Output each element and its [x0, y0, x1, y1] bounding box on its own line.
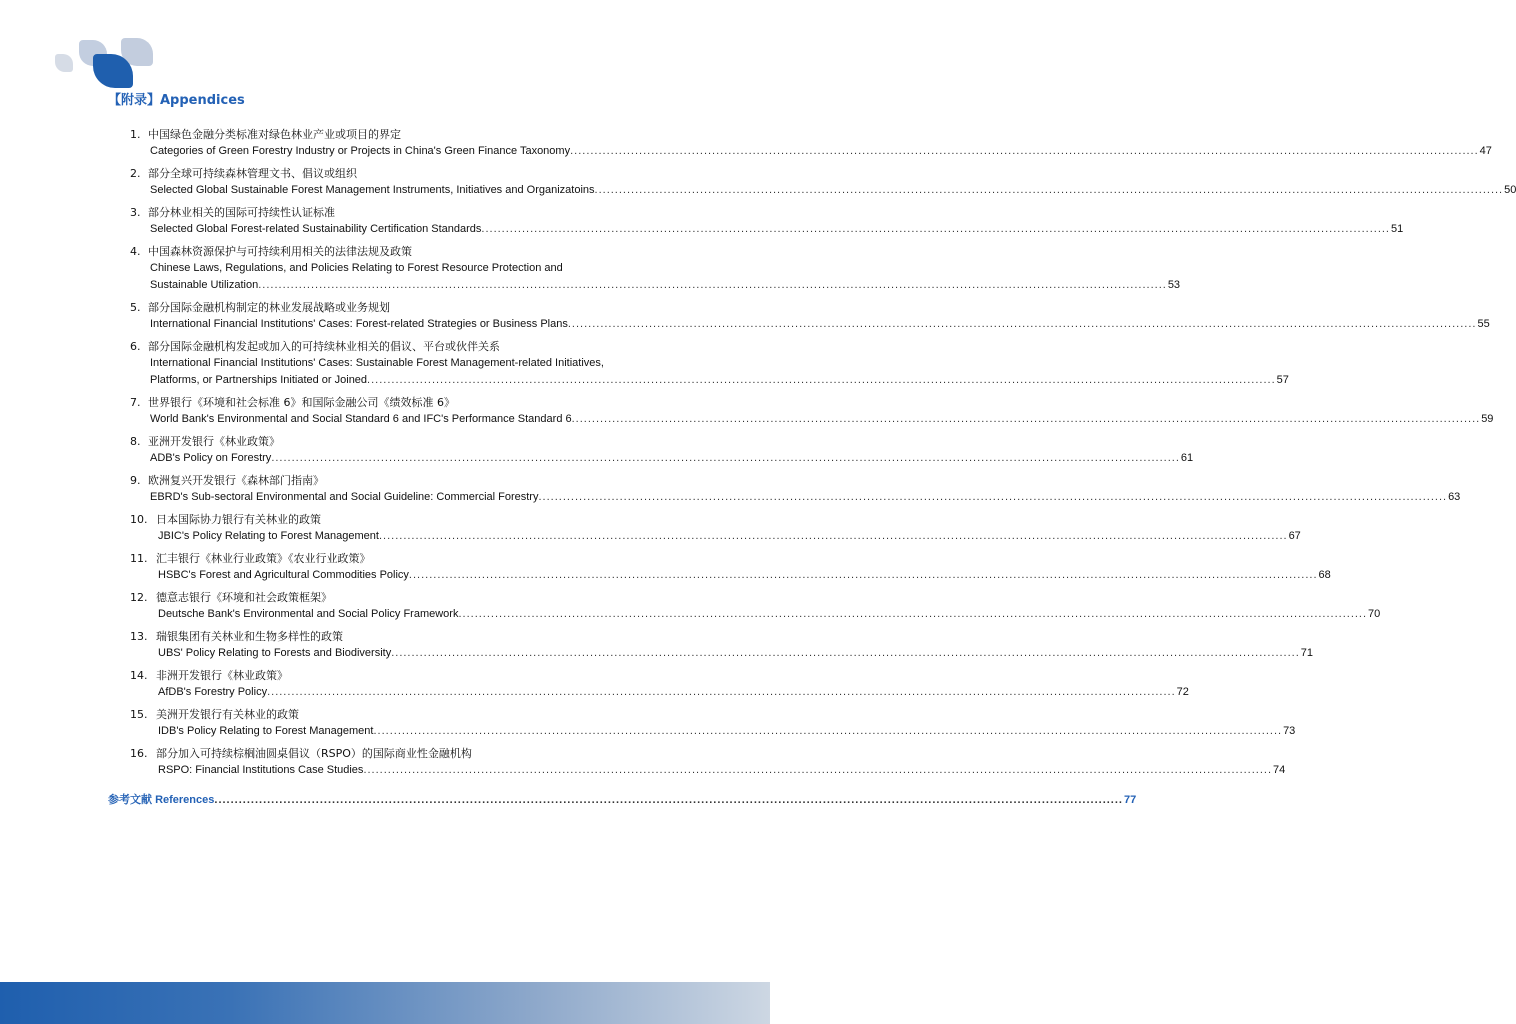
dot-leader: [363, 762, 1272, 779]
dot-leader: [258, 277, 1167, 294]
page-number: 71: [1300, 647, 1314, 659]
toc-entry-title-en: Selected Global Sustainable Forest Management Instruments, Initiatives and Organizatoins: [150, 184, 595, 196]
toc-entry-title-cn: [130, 299, 660, 316]
toc-entry-references[interactable]: [108, 791, 1137, 809]
toc-entry-number: 7.: [130, 396, 141, 409]
toc-entry-title-en: International Financial Institutions' Cases: Forest-related Strategies or Business Plans: [150, 318, 568, 330]
toc-entry[interactable]: [130, 667, 1189, 701]
toc-entry-title-cn: [130, 472, 660, 489]
toc-entry-title-en: Sustainable Utilization: [150, 279, 259, 291]
toc-entry-number: 3.: [130, 206, 141, 219]
toc-entry-number: 11.: [130, 552, 148, 565]
toc-entry-number: 9.: [130, 474, 141, 487]
dot-leader: [373, 723, 1282, 740]
dot-leader: [568, 316, 1477, 333]
toc-entry[interactable]: [130, 628, 1314, 662]
toc-entry[interactable]: [130, 165, 1516, 199]
dot-leader: [481, 221, 1390, 238]
toc-entry-cn-text: 美洲开发银行有关林业的政策: [156, 708, 299, 721]
toc-entry-title-cn: [130, 511, 660, 528]
toc-entry-title-en: Categories of Green Forestry Industry or Projects in China's Green Finance Taxonomy: [150, 145, 571, 157]
toc-entry-cn-text: 部分国际金融机构发起或加入的可持续林业相关的倡议、平台或伙伴关系: [148, 340, 500, 353]
toc-entry-title-en: World Bank's Environmental and Social Standard 6 and IFC's Performance Standard 6: [150, 413, 572, 425]
dot-leader: [538, 489, 1447, 506]
dot-leader: [458, 606, 1367, 623]
toc-entry[interactable]: [130, 472, 1461, 506]
page-number: 61: [1180, 452, 1194, 464]
toc-entry[interactable]: [130, 394, 1494, 428]
toc-entry-number: 2.: [130, 167, 141, 180]
toc-entry-number: 1.: [130, 128, 141, 141]
toc-entry-title-cn: [130, 243, 660, 260]
dot-leader: [214, 792, 1123, 809]
page-number: 70: [1368, 608, 1381, 620]
toc-entry-title-en: IDB's Policy Relating to Forest Management: [158, 725, 374, 737]
page-number: 47: [1479, 145, 1492, 157]
toc-entry-title-cn: [130, 589, 660, 606]
page-number: 74: [1273, 764, 1286, 776]
toc-entry-number: 6.: [130, 340, 141, 353]
toc-entry-number: 14.: [130, 669, 148, 682]
toc-entry-title-en: ADB's Policy on Forestry: [150, 452, 272, 464]
toc-entry-number: 15.: [130, 708, 148, 721]
toc-entry[interactable]: [130, 126, 1492, 160]
page-number: 55: [1477, 318, 1490, 330]
toc-entry-title-en: Platforms, or Partnerships Initiated or Joined: [150, 374, 368, 386]
toc-entry[interactable]: [130, 338, 1289, 389]
footer-bar: [0, 982, 770, 1024]
toc-entry-number: 4.: [130, 245, 141, 258]
toc-entry-number: 16.: [130, 747, 148, 760]
page-number: 63: [1448, 491, 1461, 503]
toc-entry-title-cn: [130, 338, 660, 355]
toc-entry-cn-text: 部分林业相关的国际可持续性认证标准: [148, 206, 335, 219]
page-number: 77: [1123, 794, 1137, 806]
references-label-cn: 参考文献: [108, 793, 152, 806]
toc-entry-title-cn: [130, 745, 660, 762]
toc-entry[interactable]: [130, 550, 1331, 584]
page-title: 【附录】Appendices: [108, 93, 245, 108]
toc-entry-title-en: JBIC's Policy Relating to Forest Management: [158, 530, 379, 542]
toc-entry[interactable]: [130, 706, 1296, 740]
toc-entry-title-en: Selected Global Forest-related Sustainability Certification Standards: [150, 223, 482, 235]
toc-entry-cn-text: 世界银行《环境和社会标准 6》和国际金融公司《绩效标准 6》: [148, 396, 455, 409]
toc-entry-title-en: AfDB's Forestry Policy: [158, 686, 268, 698]
logo-shape: [55, 54, 73, 72]
page-number: 67: [1288, 530, 1301, 542]
dot-leader: [572, 411, 1481, 428]
toc-entry-title-en: UBS' Policy Relating to Forests and Biodiversity: [158, 647, 392, 659]
page-number: 50: [1504, 184, 1516, 196]
toc-entry-number: 12.: [130, 591, 148, 604]
toc-entry-number: 10.: [130, 513, 148, 526]
dot-leader: [409, 567, 1318, 584]
references-label-en: References: [155, 794, 215, 806]
toc-entry-title-en: Chinese Laws, Regulations, and Policies Relating to Forest Resource Protection and: [150, 262, 563, 274]
toc-entry[interactable]: [130, 204, 1404, 238]
page-number: 72: [1176, 686, 1189, 698]
toc-entry-title-cn: [130, 204, 660, 221]
toc-entry-cn-text: 欧洲复兴开发银行《森林部门指南》: [148, 474, 324, 487]
toc-entry-title-en: EBRD's Sub-sectoral Environmental and Social Guideline: Commercial Forestry: [150, 491, 539, 503]
toc-entry-title-cn: [130, 394, 660, 411]
toc-entry-cn-text: 中国森林资源保护与可持续利用相关的法律法规及政策: [148, 245, 412, 258]
toc-entry-title-en: HSBC's Forest and Agricultural Commodities Policy: [158, 569, 409, 581]
dot-leader: [391, 645, 1300, 662]
toc-entry[interactable]: [130, 511, 1301, 545]
toc-entry-cn-text: 日本国际协力银行有关林业的政策: [156, 513, 321, 526]
toc-entry[interactable]: [130, 745, 1286, 779]
page-number: 68: [1318, 569, 1331, 581]
table-of-contents: [130, 126, 1516, 784]
toc-entry-cn-text: 德意志银行《环境和社会政策框架》: [156, 591, 332, 604]
toc-entry-title-cn: [130, 550, 660, 567]
toc-entry-cn-text: 非洲开发银行《林业政策》: [156, 669, 288, 682]
toc-entry-title-cn: [130, 126, 660, 143]
page-number: 51: [1390, 223, 1404, 235]
toc-entry-cn-text: 亚洲开发银行《林业政策》: [148, 435, 280, 448]
toc-entry-number: 13.: [130, 630, 148, 643]
toc-entry[interactable]: [130, 433, 1194, 467]
toc-entry-cn-text: 部分国际金融机构制定的林业发展战略或业务规划: [148, 301, 390, 314]
toc-entry-cn-text: 部分加入可持续棕榈油圆桌倡议（RSPO）的国际商业性金融机构: [156, 747, 472, 760]
page-number: 73: [1283, 725, 1296, 737]
dot-leader: [570, 143, 1479, 160]
toc-entry-cn-text: 中国绿色金融分类标准对绿色林业产业或项目的界定: [148, 128, 401, 141]
page-number: 57: [1276, 374, 1289, 386]
toc-entry[interactable]: [130, 299, 1490, 333]
toc-entry-cn-text: 瑞银集团有关林业和生物多样性的政策: [156, 630, 343, 643]
dot-leader: [367, 372, 1276, 389]
brand-logo: [55, 36, 155, 92]
dot-leader: [379, 528, 1288, 545]
toc-entry-title-en: Deutsche Bank's Environmental and Social Policy Framework: [158, 608, 459, 620]
toc-entry[interactable]: [130, 243, 1181, 294]
toc-entry-title-cn: [130, 667, 660, 684]
toc-entry-title-cn: [130, 628, 660, 645]
toc-entry-number: 8.: [130, 435, 141, 448]
dot-leader: [271, 450, 1180, 467]
toc-entry-title-cn: [130, 165, 660, 182]
toc-entry[interactable]: [130, 589, 1381, 623]
page-number: 59: [1481, 413, 1494, 425]
toc-entry-number: 5.: [130, 301, 141, 314]
toc-entry-cn-text: 部分全球可持续森林管理文书、倡议或组织: [148, 167, 357, 180]
toc-entry-title-cn: [130, 706, 660, 723]
dot-leader: [267, 684, 1176, 701]
dot-leader: [595, 182, 1504, 199]
toc-entry-cn-text: 汇丰银行《林业行业政策》《农业行业政策》: [156, 552, 371, 565]
toc-entry-title-en: International Financial Institutions' Cases: Sustainable Forest Management-related Initiatives,: [150, 357, 604, 369]
toc-entry-title-cn: [130, 433, 660, 450]
toc-entry-title-en: RSPO: Financial Institutions Case Studies: [158, 764, 364, 776]
page-number: 53: [1167, 279, 1181, 291]
